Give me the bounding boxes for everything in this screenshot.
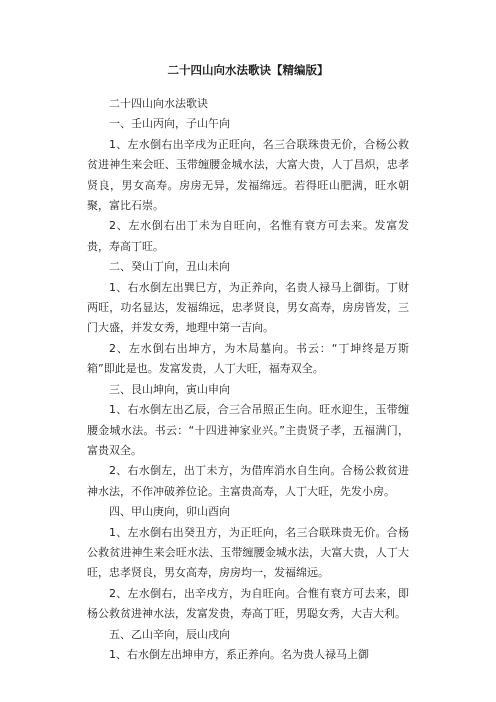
paragraph: 五、乙山辛向，辰山戌向 <box>109 627 230 641</box>
paragraph: 2、左水倒右，出辛戌方，为自旺向。合惟有衰方可去来，即杨公救贫进神水法，发富发贵，寿高丁旺，男聪女秀，大吉大利。 <box>87 586 409 621</box>
document-title: 二十四山向水法歌诀【精编版】 <box>167 63 329 77</box>
paragraph: 2、右水倒左，出丁未方，为借库消水自生向。合杨公救贫进神水法，不作冲破养位论。主富贵高寿，人丁大旺，先发小房。 <box>87 464 409 498</box>
paragraph: 2、左水倒右出丁未为自旺向，名惟有衰方可去来。发富发贵，寿高丁旺。 <box>87 219 409 253</box>
paragraph: 一、壬山丙向，子山午向 <box>109 117 230 131</box>
document-body <box>87 94 409 665</box>
paragraph: 三、艮山坤向，寅山申向 <box>109 382 230 396</box>
paragraph: 1、右水倒左出乙辰，合三合吊照正生向。旺水迎生，玉带缠腰金城水法。书云：“十四进神家业兴。”主贵贤子孝，五福满门，富贵双全。 <box>87 403 409 457</box>
paragraph: 1、右水倒左出坤申方，系正养向。名为贵人禄马上御 <box>109 647 369 661</box>
paragraph: 1、右水倒左出巽巳方，为正养向，名贵人禄马上御街。丁财两旺，功名显达，发福绵远，忠孝贤良，男女高寿，房房皆发，三门大盛，并发女秀，地理中第一吉向。 <box>87 280 409 335</box>
paragraph: 2、左水倒右出坤方，为木局墓向。书云：“丁坤终是万斯箱”即此是也。发富发贵，人丁大旺，福寿双全。 <box>87 341 409 376</box>
paragraph: 1、左水倒右出癸丑方，为正旺向，名三合联珠贵无价。合杨公救贫进神生来会旺水法、玉带缠腰金城水法，大富大贵，人丁大旺，忠孝贤良，男女高寿，房房均一，发福绵远。 <box>87 525 409 580</box>
paragraph: 四、甲山庚向，卯山酉向 <box>109 505 230 519</box>
paragraph: 二十四山向水法歌诀 <box>109 97 208 110</box>
paragraph: 1、左水倒右出辛戌为正旺向，名三合联珠贵无价，合杨公救贫进神生来会旺、玉带缠腰金城水法，大富大贵，人丁昌炽，忠孝贤良，男女高寿。房房无异，发福绵远。若得旺山肥满，旺水朝聚，富比石崇。 <box>87 137 409 213</box>
paragraph: 二、癸山丁向，丑山未向 <box>109 260 230 274</box>
